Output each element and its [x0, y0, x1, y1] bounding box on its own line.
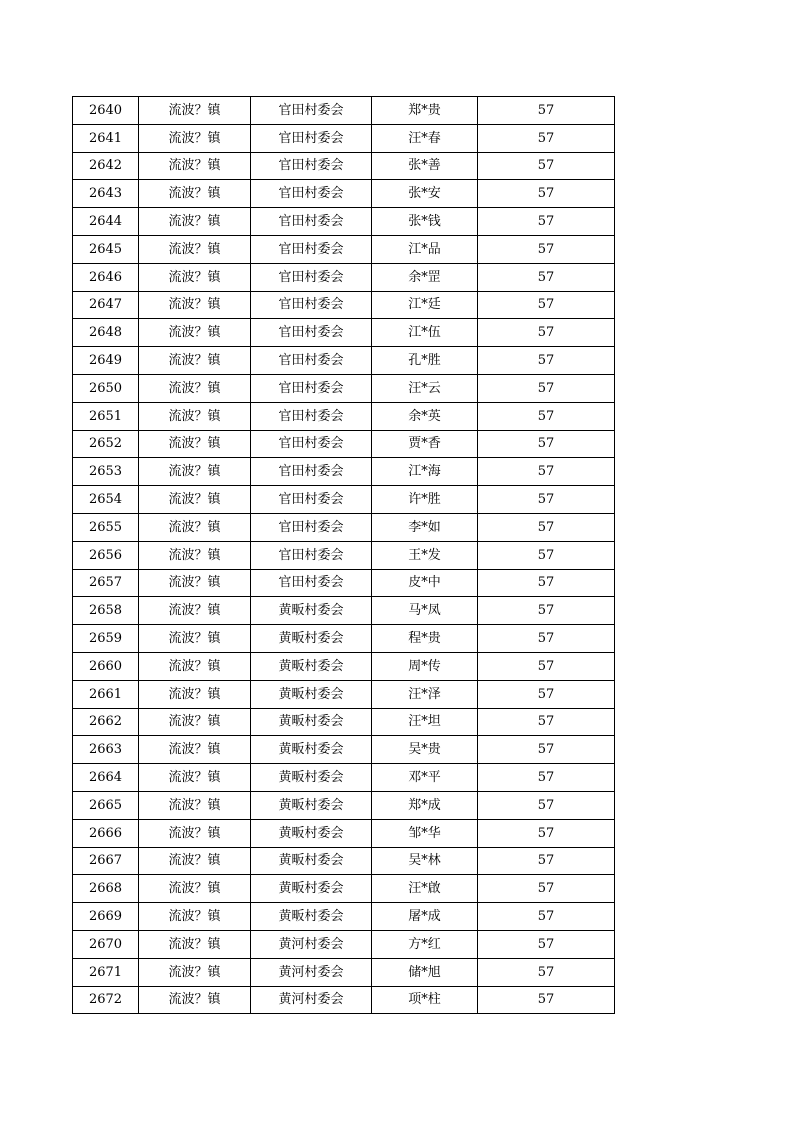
age-cell: 57 [478, 486, 615, 514]
village-committee-cell: 官田村委会 [251, 458, 372, 486]
table-row [73, 625, 615, 653]
village-committee-cell: 官田村委会 [251, 124, 372, 152]
village-committee-cell: 官田村委会 [251, 513, 372, 541]
age-cell: 57 [478, 97, 615, 125]
town-cell: 流波？镇 [139, 458, 251, 486]
table-row [73, 708, 615, 736]
age-cell: 57 [478, 291, 615, 319]
village-committee-cell: 黄畈村委会 [251, 791, 372, 819]
serial-number-cell: 2656 [73, 541, 139, 569]
village-committee-cell: 黄畈村委会 [251, 597, 372, 625]
town-cell: 流波？镇 [139, 486, 251, 514]
town-cell: 流波？镇 [139, 347, 251, 375]
village-committee-cell: 黄畈村委会 [251, 708, 372, 736]
town-cell: 流波？镇 [139, 235, 251, 263]
village-committee-cell: 官田村委会 [251, 235, 372, 263]
age-cell: 57 [478, 513, 615, 541]
serial-number-cell: 2666 [73, 819, 139, 847]
serial-number-cell: 2648 [73, 319, 139, 347]
town-cell: 流波？镇 [139, 374, 251, 402]
serial-number-cell: 2668 [73, 875, 139, 903]
serial-number-cell: 2650 [73, 374, 139, 402]
serial-number-cell: 2659 [73, 625, 139, 653]
town-cell: 流波？镇 [139, 124, 251, 152]
village-committee-cell: 官田村委会 [251, 486, 372, 514]
age-cell: 57 [478, 764, 615, 792]
person-name-cell: 吴*林 [372, 847, 478, 875]
person-name-cell: 余*罡 [372, 263, 478, 291]
person-name-cell: 皮*中 [372, 569, 478, 597]
town-cell: 流波？镇 [139, 541, 251, 569]
village-committee-cell: 黄畈村委会 [251, 819, 372, 847]
table-row [73, 513, 615, 541]
age-cell: 57 [478, 374, 615, 402]
town-cell: 流波？镇 [139, 652, 251, 680]
table-row [73, 930, 615, 958]
table-row [73, 486, 615, 514]
table-row [73, 652, 615, 680]
age-cell: 57 [478, 736, 615, 764]
age-cell: 57 [478, 430, 615, 458]
table-row [73, 764, 615, 792]
person-name-cell: 江*廷 [372, 291, 478, 319]
person-name-cell: 张*善 [372, 152, 478, 180]
person-name-cell: 郑*成 [372, 791, 478, 819]
age-cell: 57 [478, 235, 615, 263]
table-row [73, 736, 615, 764]
village-committee-cell: 官田村委会 [251, 402, 372, 430]
age-cell: 57 [478, 652, 615, 680]
person-name-cell: 江*海 [372, 458, 478, 486]
serial-number-cell: 2663 [73, 736, 139, 764]
village-committee-cell: 官田村委会 [251, 263, 372, 291]
person-name-cell: 王*发 [372, 541, 478, 569]
person-name-cell: 余*英 [372, 402, 478, 430]
age-cell: 57 [478, 986, 615, 1014]
table-row [73, 680, 615, 708]
person-name-cell: 程*贵 [372, 625, 478, 653]
person-name-cell: 江*伍 [372, 319, 478, 347]
serial-number-cell: 2665 [73, 791, 139, 819]
roster-table [72, 96, 615, 1014]
village-committee-cell: 官田村委会 [251, 152, 372, 180]
table-row [73, 319, 615, 347]
town-cell: 流波？镇 [139, 625, 251, 653]
town-cell: 流波？镇 [139, 97, 251, 125]
village-committee-cell: 黄畈村委会 [251, 847, 372, 875]
person-name-cell: 贾*香 [372, 430, 478, 458]
town-cell: 流波？镇 [139, 208, 251, 236]
age-cell: 57 [478, 847, 615, 875]
person-name-cell: 吴*贵 [372, 736, 478, 764]
table-row [73, 291, 615, 319]
town-cell: 流波？镇 [139, 736, 251, 764]
age-cell: 57 [478, 958, 615, 986]
village-committee-cell: 官田村委会 [251, 374, 372, 402]
table-row [73, 819, 615, 847]
age-cell: 57 [478, 402, 615, 430]
town-cell: 流波？镇 [139, 680, 251, 708]
serial-number-cell: 2649 [73, 347, 139, 375]
person-name-cell: 汪*春 [372, 124, 478, 152]
town-cell: 流波？镇 [139, 903, 251, 931]
village-committee-cell: 黄河村委会 [251, 986, 372, 1014]
town-cell: 流波？镇 [139, 291, 251, 319]
serial-number-cell: 2655 [73, 513, 139, 541]
table-row [73, 347, 615, 375]
village-committee-cell: 黄畈村委会 [251, 625, 372, 653]
person-name-cell: 屠*成 [372, 903, 478, 931]
person-name-cell: 邓*平 [372, 764, 478, 792]
town-cell: 流波？镇 [139, 764, 251, 792]
town-cell: 流波？镇 [139, 597, 251, 625]
age-cell: 57 [478, 625, 615, 653]
serial-number-cell: 2651 [73, 402, 139, 430]
table-row [73, 597, 615, 625]
table-row [73, 374, 615, 402]
table-row [73, 875, 615, 903]
village-committee-cell: 官田村委会 [251, 180, 372, 208]
person-name-cell: 汪*云 [372, 374, 478, 402]
village-committee-cell: 黄畈村委会 [251, 736, 372, 764]
serial-number-cell: 2667 [73, 847, 139, 875]
town-cell: 流波？镇 [139, 152, 251, 180]
age-cell: 57 [478, 903, 615, 931]
person-name-cell: 周*传 [372, 652, 478, 680]
table-row [73, 97, 615, 125]
table-row [73, 208, 615, 236]
town-cell: 流波？镇 [139, 708, 251, 736]
table-row [73, 402, 615, 430]
roster-table-body [73, 97, 615, 1014]
table-row [73, 124, 615, 152]
serial-number-cell: 2672 [73, 986, 139, 1014]
serial-number-cell: 2661 [73, 680, 139, 708]
town-cell: 流波？镇 [139, 847, 251, 875]
age-cell: 57 [478, 458, 615, 486]
person-name-cell: 江*品 [372, 235, 478, 263]
village-committee-cell: 官田村委会 [251, 569, 372, 597]
person-name-cell: 方*红 [372, 930, 478, 958]
village-committee-cell: 黄畈村委会 [251, 764, 372, 792]
village-committee-cell: 黄畈村委会 [251, 903, 372, 931]
serial-number-cell: 2662 [73, 708, 139, 736]
town-cell: 流波？镇 [139, 819, 251, 847]
table-row [73, 569, 615, 597]
age-cell: 57 [478, 347, 615, 375]
age-cell: 57 [478, 680, 615, 708]
table-row [73, 903, 615, 931]
serial-number-cell: 2669 [73, 903, 139, 931]
table-row [73, 986, 615, 1014]
person-name-cell: 项*柱 [372, 986, 478, 1014]
age-cell: 57 [478, 152, 615, 180]
serial-number-cell: 2660 [73, 652, 139, 680]
serial-number-cell: 2652 [73, 430, 139, 458]
table-row [73, 847, 615, 875]
person-name-cell: 孔*胜 [372, 347, 478, 375]
serial-number-cell: 2653 [73, 458, 139, 486]
age-cell: 57 [478, 263, 615, 291]
table-row [73, 152, 615, 180]
serial-number-cell: 2664 [73, 764, 139, 792]
table-row [73, 791, 615, 819]
town-cell: 流波？镇 [139, 513, 251, 541]
serial-number-cell: 2640 [73, 97, 139, 125]
serial-number-cell: 2658 [73, 597, 139, 625]
age-cell: 57 [478, 569, 615, 597]
town-cell: 流波？镇 [139, 875, 251, 903]
serial-number-cell: 2645 [73, 235, 139, 263]
person-name-cell: 汪*泽 [372, 680, 478, 708]
serial-number-cell: 2644 [73, 208, 139, 236]
table-row [73, 541, 615, 569]
age-cell: 57 [478, 597, 615, 625]
person-name-cell: 许*胜 [372, 486, 478, 514]
serial-number-cell: 2643 [73, 180, 139, 208]
age-cell: 57 [478, 124, 615, 152]
person-name-cell: 汪*坦 [372, 708, 478, 736]
village-committee-cell: 官田村委会 [251, 347, 372, 375]
age-cell: 57 [478, 875, 615, 903]
serial-number-cell: 2654 [73, 486, 139, 514]
village-committee-cell: 黄河村委会 [251, 958, 372, 986]
village-committee-cell: 黄河村委会 [251, 930, 372, 958]
serial-number-cell: 2671 [73, 958, 139, 986]
person-name-cell: 邹*华 [372, 819, 478, 847]
town-cell: 流波？镇 [139, 930, 251, 958]
person-name-cell: 马*凤 [372, 597, 478, 625]
table-row [73, 430, 615, 458]
town-cell: 流波？镇 [139, 986, 251, 1014]
person-name-cell: 张*安 [372, 180, 478, 208]
age-cell: 57 [478, 319, 615, 347]
village-committee-cell: 官田村委会 [251, 291, 372, 319]
table-row [73, 180, 615, 208]
town-cell: 流波？镇 [139, 569, 251, 597]
age-cell: 57 [478, 180, 615, 208]
age-cell: 57 [478, 208, 615, 236]
village-committee-cell: 黄畈村委会 [251, 652, 372, 680]
village-committee-cell: 黄畈村委会 [251, 680, 372, 708]
person-name-cell: 汪*啟 [372, 875, 478, 903]
town-cell: 流波？镇 [139, 791, 251, 819]
town-cell: 流波？镇 [139, 180, 251, 208]
age-cell: 57 [478, 791, 615, 819]
person-name-cell: 储*旭 [372, 958, 478, 986]
village-committee-cell: 官田村委会 [251, 97, 372, 125]
serial-number-cell: 2657 [73, 569, 139, 597]
serial-number-cell: 2646 [73, 263, 139, 291]
table-row [73, 235, 615, 263]
table-row [73, 458, 615, 486]
town-cell: 流波？镇 [139, 402, 251, 430]
age-cell: 57 [478, 541, 615, 569]
village-committee-cell: 官田村委会 [251, 319, 372, 347]
person-name-cell: 李*如 [372, 513, 478, 541]
town-cell: 流波？镇 [139, 319, 251, 347]
serial-number-cell: 2642 [73, 152, 139, 180]
town-cell: 流波？镇 [139, 263, 251, 291]
age-cell: 57 [478, 930, 615, 958]
person-name-cell: 郑*贵 [372, 97, 478, 125]
town-cell: 流波？镇 [139, 958, 251, 986]
table-row [73, 263, 615, 291]
age-cell: 57 [478, 819, 615, 847]
serial-number-cell: 2670 [73, 930, 139, 958]
village-committee-cell: 黄畈村委会 [251, 875, 372, 903]
village-committee-cell: 官田村委会 [251, 430, 372, 458]
age-cell: 57 [478, 708, 615, 736]
village-committee-cell: 官田村委会 [251, 208, 372, 236]
person-name-cell: 张*钱 [372, 208, 478, 236]
serial-number-cell: 2647 [73, 291, 139, 319]
table-row [73, 958, 615, 986]
serial-number-cell: 2641 [73, 124, 139, 152]
town-cell: 流波？镇 [139, 430, 251, 458]
village-committee-cell: 官田村委会 [251, 541, 372, 569]
